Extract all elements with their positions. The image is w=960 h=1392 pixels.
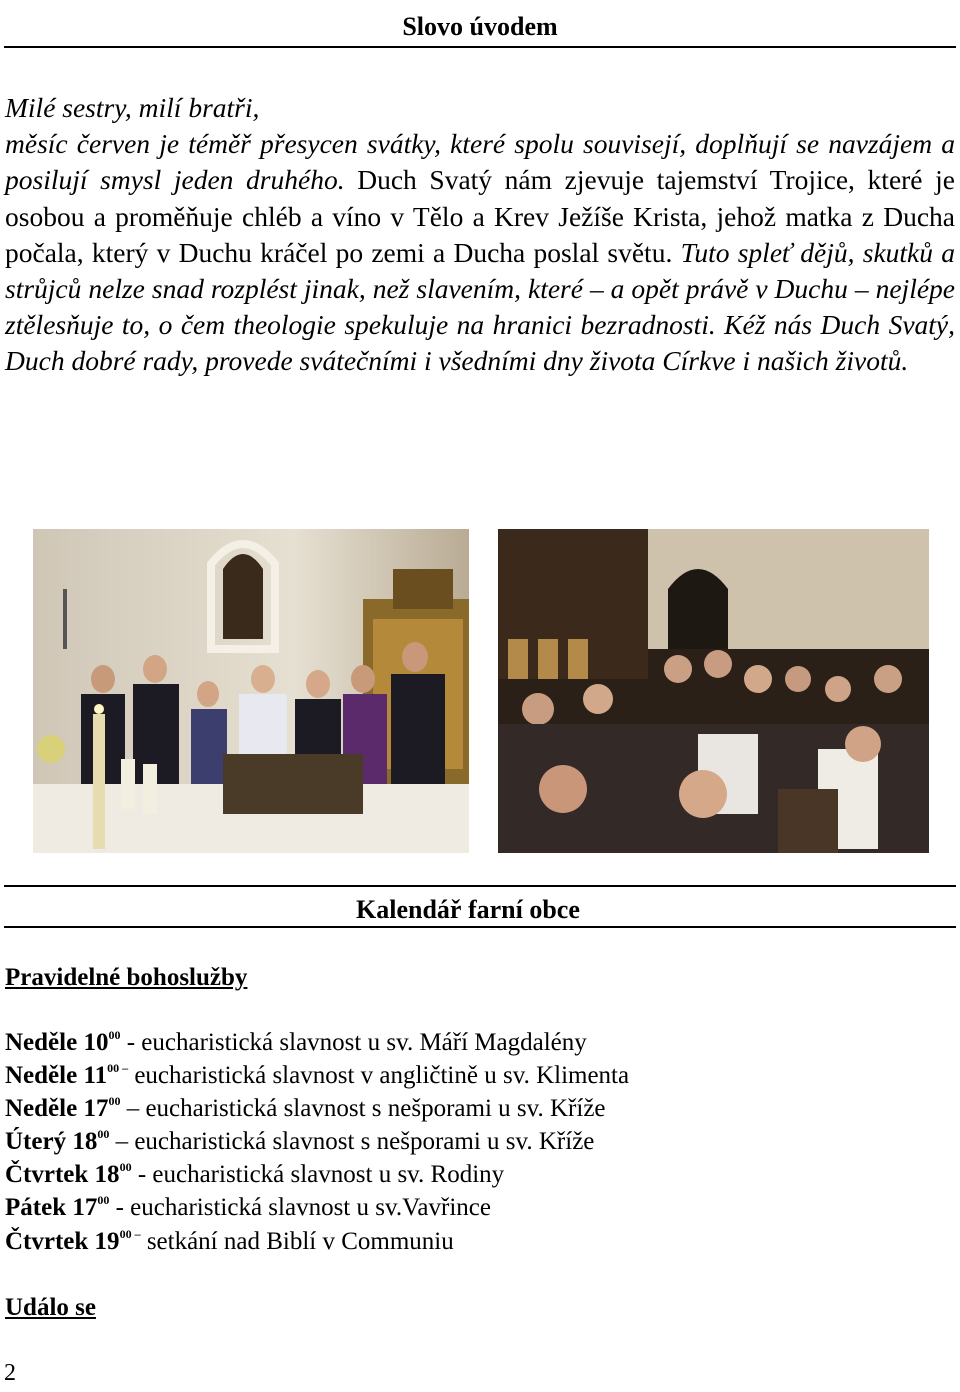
schedule-text: - eucharistická slavnost u sv.Vavřince [109, 1194, 491, 1222]
schedule-day: Úterý 18 [5, 1128, 98, 1156]
subheading-events: Událo se [5, 1294, 96, 1321]
schedule-row [5, 1225, 629, 1258]
page-number: 2 [4, 1360, 16, 1386]
divider [4, 885, 956, 887]
photo-congregation [498, 529, 929, 853]
schedule-time-sup: 00 [108, 1028, 121, 1042]
schedule-day: Čtvrtek 18 [5, 1161, 120, 1189]
intro-text [5, 90, 955, 380]
schedule-time-sup: 00 – [119, 1226, 141, 1241]
schedule-time-sup: 00 [119, 1160, 132, 1175]
intro-paragraph [5, 126, 955, 379]
schedule-day: Neděle 17 [5, 1095, 109, 1123]
intro-regular: Duch Svatý nám zjevuje tajemství Trojice, které je osobou a proměňuje chléb a víno v Tělo a Krev Ježíše Krista, jehož matka z Ducha počala, který v Duchu kráčel po zemi a Ducha poslal světu. [5, 164, 955, 268]
schedule-day: Neděle 10 [5, 1029, 109, 1056]
section-title-intro: Slovo úvodem [402, 12, 558, 41]
divider [4, 46, 956, 48]
schedule-text: – eucharistická slavnost s nešporami u sv. Kříže [120, 1095, 606, 1123]
schedule-time-sup: 00 – [107, 1061, 129, 1076]
schedule-row [5, 1125, 629, 1158]
schedule-time-sup: 00 [97, 1127, 110, 1142]
photo-choir [33, 529, 469, 853]
schedule-time-sup: 00 [97, 1193, 110, 1208]
subheading-regular-services: Pravidelné bohoslužby [5, 964, 248, 991]
schedule-text: eucharistická slavnost v angličtině u sv. Klimenta [128, 1062, 630, 1090]
schedule-row [5, 1026, 629, 1059]
schedule-list [5, 1026, 629, 1258]
schedule-text: setkání nad Biblí v Communiu [140, 1227, 454, 1255]
intro-italic-1: měsíc červen je téměř přesycen svátky, které spolu souvisejí, doplňují se navzájem a posilují smysl jeden druhého. [5, 128, 955, 196]
section-title-calendar: Kalendář farní obce [356, 895, 580, 924]
intro-italic-2: Tuto spleť dějů, skutků a strůjců nelze snad rozplést jinak, než slavením, které – a opět právě v Duchu – nejlépe ztělesňuje to, o čem theologie spekuluje na hranici bezradnosti. Kéž nás Duch Svatý, Duch dobré rady, provede svátečními i všedními dny života Církve i našich životů. [5, 236, 955, 377]
schedule-day: Čtvrtek 19 [5, 1227, 120, 1255]
divider [4, 926, 956, 928]
schedule-text: - eucharistická slavnost u sv. Rodiny [131, 1161, 505, 1189]
schedule-day: Pátek 17 [5, 1194, 98, 1222]
greeting: Milé sestry, milí bratři, [5, 92, 260, 123]
schedule-row [5, 1059, 629, 1092]
schedule-row [5, 1191, 629, 1224]
schedule-row [5, 1158, 629, 1191]
schedule-row [5, 1092, 629, 1125]
schedule-day: Neděle 11 [5, 1062, 108, 1090]
schedule-time-sup: 00 [108, 1094, 121, 1109]
schedule-text: - eucharistická slavnost u sv. Máří Magdalény [120, 1029, 587, 1056]
schedule-text: – eucharistická slavnost s nešporami u sv. Kříže [109, 1128, 595, 1156]
